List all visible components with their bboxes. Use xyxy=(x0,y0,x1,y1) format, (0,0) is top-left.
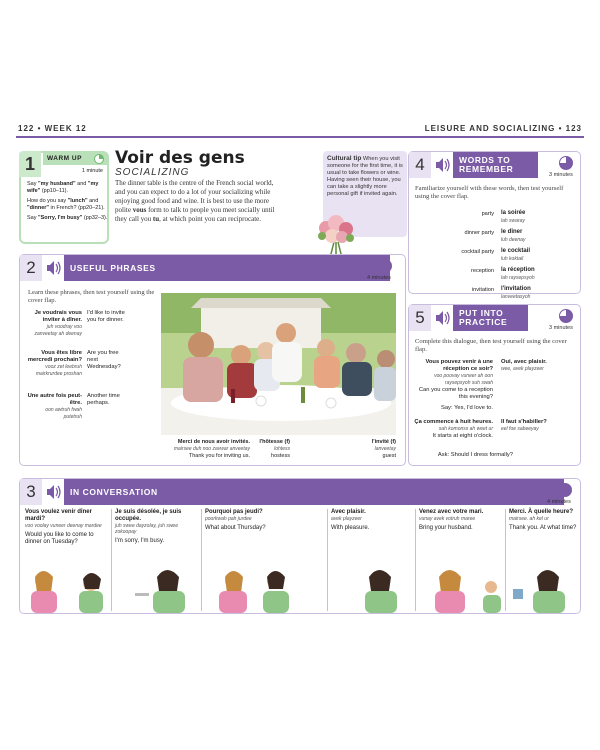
vocab-row: cocktail party le cocktail luh koktail xyxy=(461,248,531,262)
section-minutes: 3 minutes xyxy=(549,325,573,331)
page-number-right: LEISURE AND SOCIALIZING • 123 xyxy=(424,124,582,133)
phrase-item: Une autre fois peut-être. oon awtruh fwah putetruh Another time perhaps. xyxy=(27,393,120,420)
warmup-minutes: 1 minute xyxy=(81,168,103,174)
cultural-tip-heading: Cultural tip xyxy=(327,155,362,162)
vocab-row: dinner party le dîner luh deenay xyxy=(464,229,526,243)
dialog-prompt: Ask: Should I dress formally? xyxy=(437,452,513,458)
section-title: WORDS TO REMEMBER xyxy=(453,152,538,178)
vocab-row: invitation l'invitation lanveetasyoh xyxy=(471,286,531,300)
conversation-illustration xyxy=(419,563,501,613)
words-to-remember-section xyxy=(408,151,581,300)
panel-divider xyxy=(201,509,202,611)
clock-icon xyxy=(94,154,104,164)
speaker-icon[interactable] xyxy=(43,479,63,505)
conversation-panel: Venez avec votre mari. vunay avek votruh maree Bring your husband. xyxy=(419,509,501,613)
dialog-line: Ça commence à huit heures. sah komonss ah weet ur It starts at eight o'clock. xyxy=(414,419,493,439)
section-minutes: 3 minutes xyxy=(549,172,573,178)
conversation-illustration xyxy=(331,563,411,613)
photo-caption-thanks: Merci de nous avoir invités. mairsee duh noo zavwar anveetay Thank you for inviting us. xyxy=(173,439,250,459)
vocab-row: reception la réception lah raysepsyoh xyxy=(470,267,535,281)
in-conversation-section xyxy=(19,478,581,614)
clock-icon xyxy=(559,156,573,170)
warmup-line: Say "Sorry, I'm busy" (pp32–3). xyxy=(27,215,108,221)
speaker-icon[interactable] xyxy=(432,152,452,178)
dialog-line: Vous pouvez venir à une réception ce soir? voo poovay vuneer ah oon raysepsyoh suh swah Can you come to a reception this evening? xyxy=(418,359,493,400)
phrase-item: Je voudrais vous inviter à dîner. juh voodray voo zanveetay ah deenay I'd like to invite you for dinner. xyxy=(34,310,125,337)
conversation-panel: Je suis désolée, je suis occupée. juh swee dayzolay, juh swee zokoopay I'm sorry, I'm busy. xyxy=(115,509,197,613)
conversation-panel: Merci. À quelle heure? mairsee. ah kel ur Thank you. At what time? xyxy=(509,509,579,613)
dinner-party-photo xyxy=(161,293,396,435)
clock-icon xyxy=(378,259,392,273)
section-title: IN CONVERSATION xyxy=(64,479,564,505)
warmup-box xyxy=(19,151,109,244)
page-title: Voir des gens xyxy=(115,148,245,168)
section-number: 5 xyxy=(409,305,431,331)
conversation-panel: Pourquoi pas jeudi? poorkwah pah jurdee What about Thursday? xyxy=(205,509,323,613)
useful-phrases-section xyxy=(19,254,406,466)
page-subtitle: SOCIALIZING xyxy=(115,167,190,178)
section-number: 2 xyxy=(20,255,42,281)
photo-caption-hostess: l'hôtesse (f) lohtess hostess xyxy=(259,439,290,459)
conversation-panel: Avec plaisir. avek playzeer With pleasure. xyxy=(331,509,411,613)
speaker-icon[interactable] xyxy=(43,255,63,281)
page-header xyxy=(16,120,584,138)
intro-text: The dinner table is the centre of the French social world, and you can expect to do a lot of your socializing while enjoying good food and wine. It is best to use the more polite vous form to talk to people you meet socially until they call you tu, at which point you can reciprocate. xyxy=(115,179,275,223)
panel-divider xyxy=(505,509,506,611)
conversation-panel: Vous voulez venir dîner mardi? voo voolay vuneer deenay mardee Would you like to come to dinner on Tuesday? xyxy=(25,509,107,613)
section-minutes: 4 minutes xyxy=(367,275,391,281)
conversation-illustration xyxy=(25,563,107,613)
panel-divider xyxy=(415,509,416,611)
section-number: 4 xyxy=(409,152,431,178)
panel-divider xyxy=(327,509,328,611)
warmup-text xyxy=(27,181,109,225)
vocab-list xyxy=(409,208,582,303)
section-intro: Familiarize yourself with these words, then test yourself using the cover flap. xyxy=(415,185,564,200)
header-rule xyxy=(16,136,584,138)
clock-icon xyxy=(559,309,573,323)
vocab-row: party la soirée lah swaray xyxy=(481,210,526,224)
section-number: 3 xyxy=(20,479,42,505)
section-minutes: 4 minutes xyxy=(547,499,571,505)
page xyxy=(16,120,584,636)
warmup-line: How do you say "lunch" and "dinner" in French? (pp20–21). xyxy=(27,198,105,211)
page-number-left: 122 • WEEK 12 xyxy=(18,124,87,133)
cultural-tip-body: When you visit someone for the first time, it is usual to take flowers or wine. Having seen their house, you can take a slightly more personal gift if invited again. xyxy=(327,156,403,197)
panel-divider xyxy=(111,509,112,611)
flowers-image xyxy=(312,212,360,260)
dialog-line: Il faut s'habiller? eel foe sabeeyay xyxy=(501,419,547,432)
speaker-icon[interactable] xyxy=(432,305,452,331)
conversation-illustration xyxy=(205,563,323,613)
section-intro: Learn these phrases, then test yourself using the cover flap. xyxy=(28,289,155,304)
warmup-line: Say "my husband" and "my wife" (pp10–11). xyxy=(27,181,99,194)
conversation-illustration xyxy=(115,563,197,613)
put-into-practice-section xyxy=(408,304,581,466)
dialog-line: Oui, avec plaisir. wee, avek playzeer xyxy=(501,359,547,372)
photo-caption-guest: l'invité (f) lanveetay guest xyxy=(371,439,396,459)
clock-icon xyxy=(558,483,572,497)
conversation-illustration xyxy=(509,563,579,613)
dialog-prompt: Say: Yes, I'd love to. xyxy=(440,405,493,411)
phrase-item: Vous êtes libre mercredi prochain? vooz zet leebruh mairkrurdee proshan Are you free next Wednesday? xyxy=(27,350,121,377)
section-title: USEFUL PHRASES xyxy=(64,255,390,281)
section-title: PUT INTO PRACTICE xyxy=(453,305,528,331)
warmup-number: 1 xyxy=(19,151,41,177)
section-intro: Complete this dialogue, then test yourself using the cover flap. xyxy=(415,338,567,353)
warmup-title: WARM UP xyxy=(43,153,107,165)
